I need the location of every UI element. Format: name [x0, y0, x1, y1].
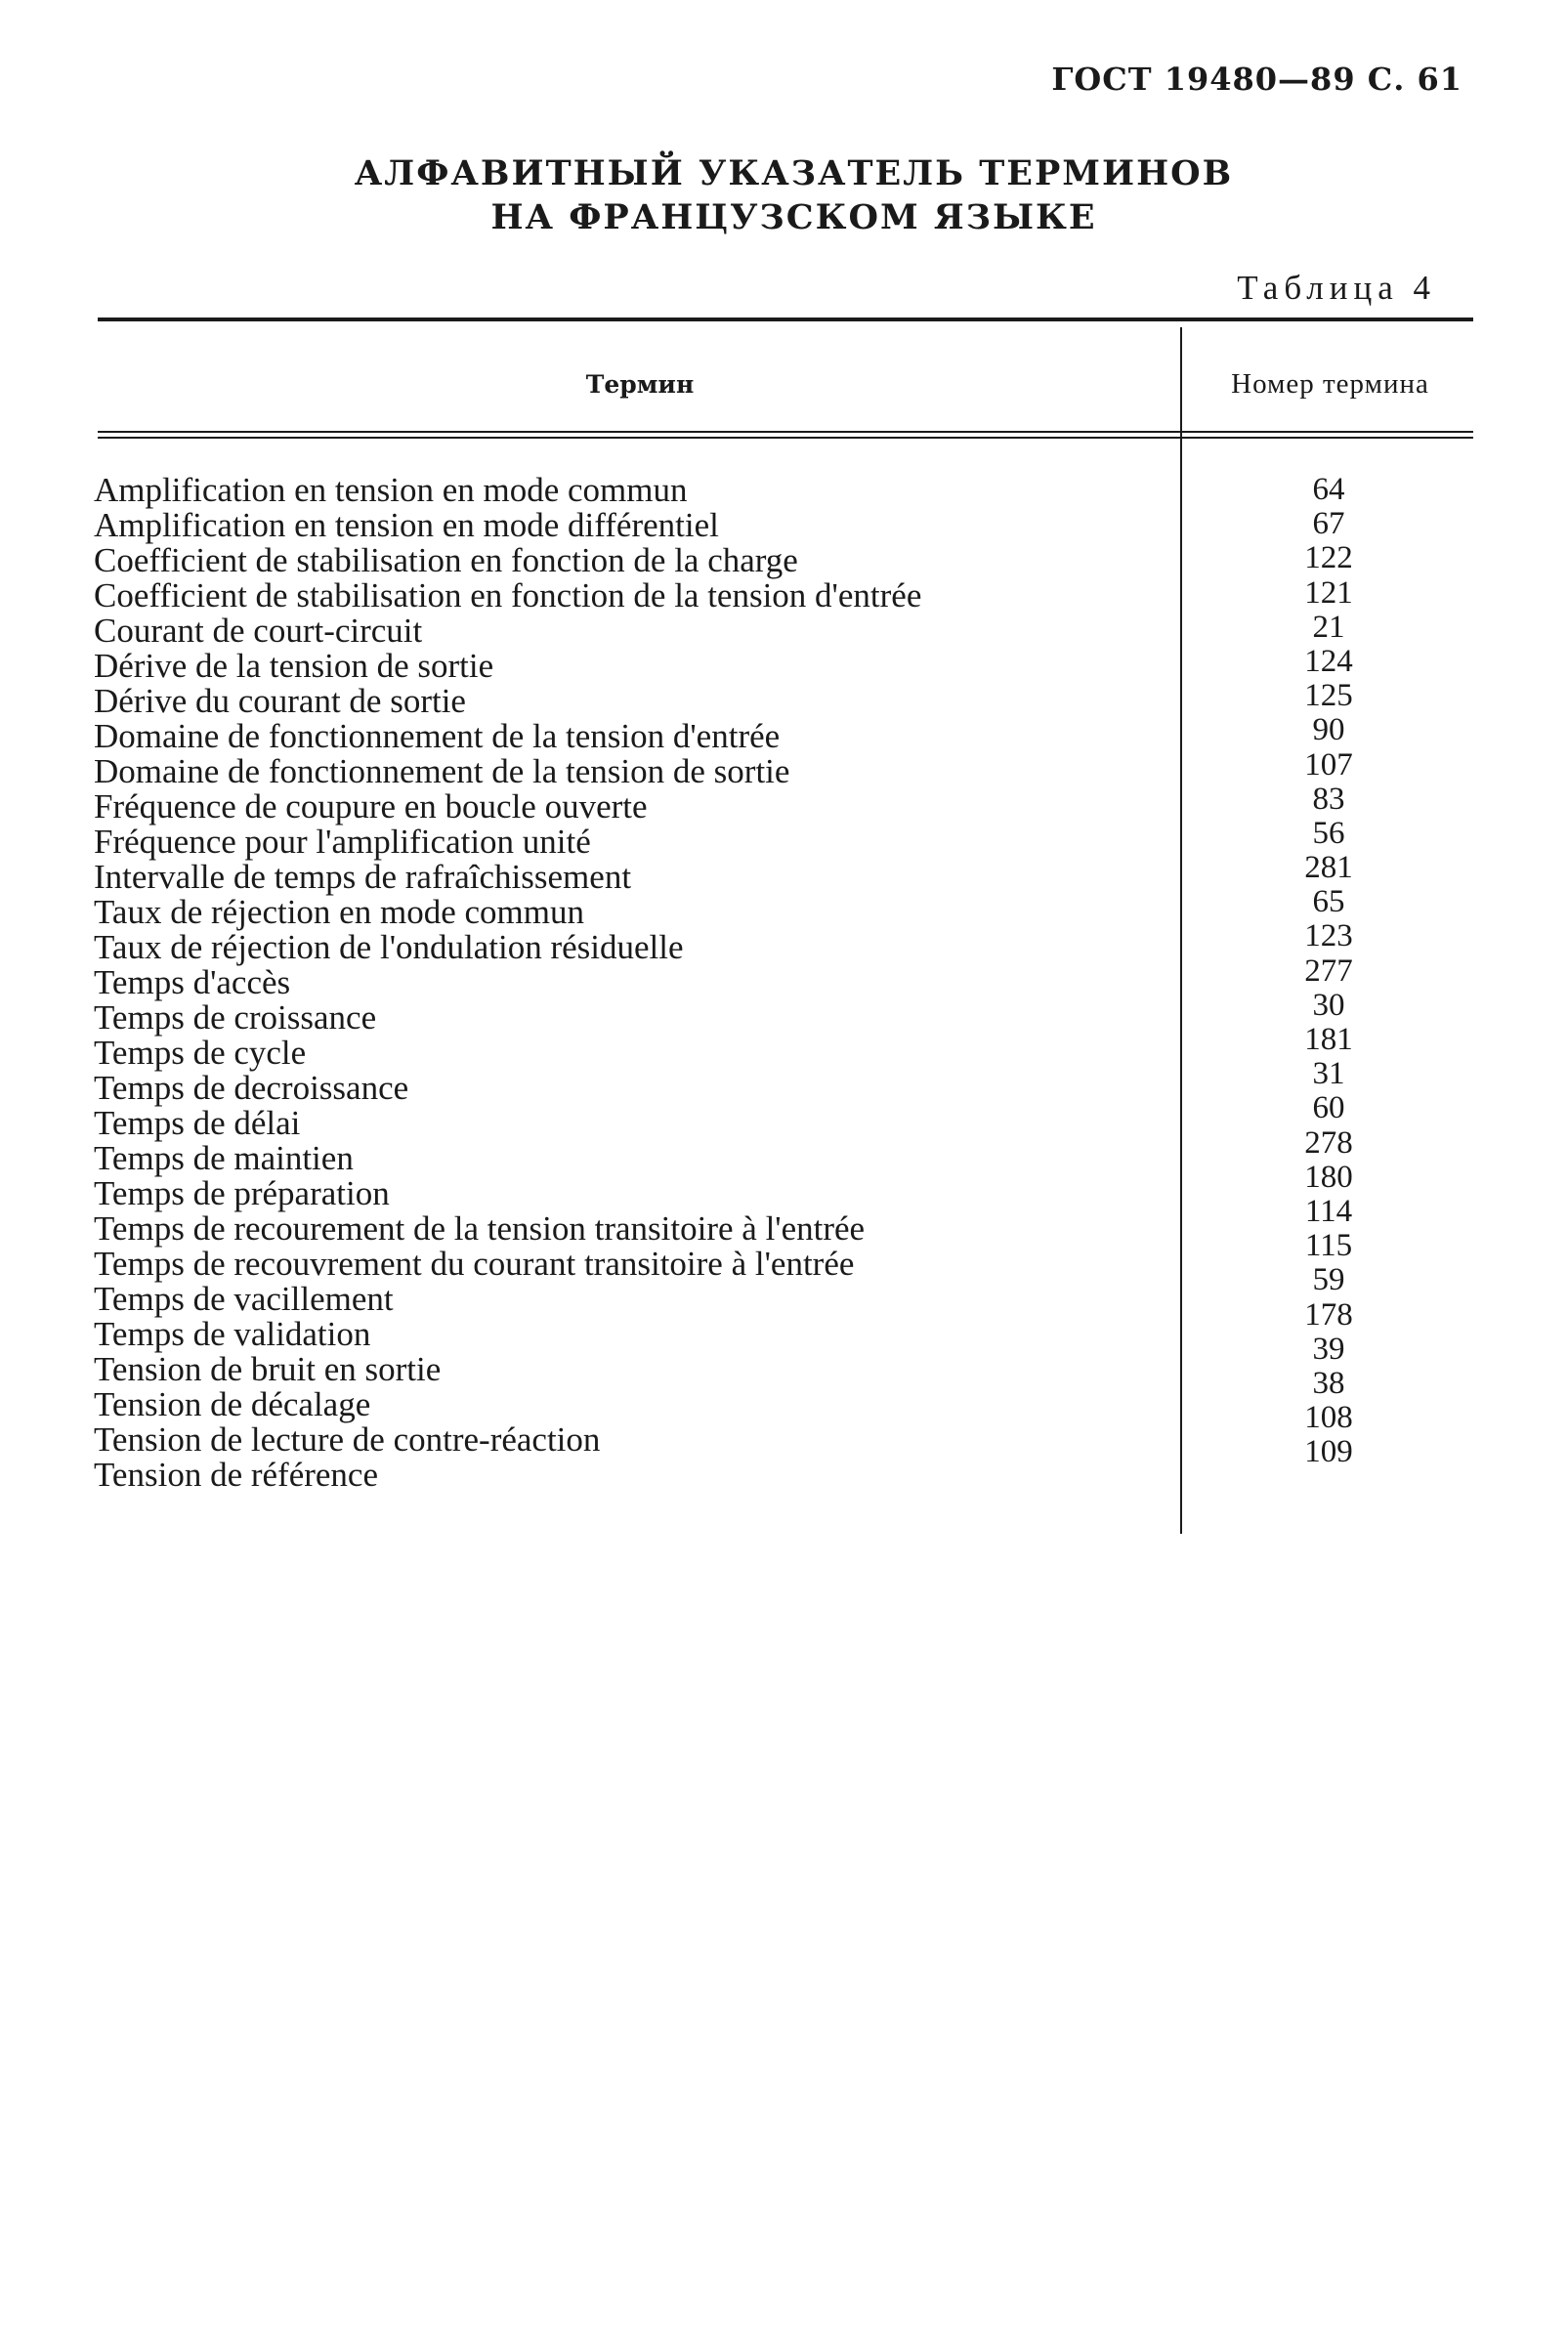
- term-number: 277: [1304, 953, 1353, 989]
- term-number: 64: [1312, 472, 1345, 507]
- term-number: 39: [1312, 1331, 1345, 1367]
- term-number: 109: [1304, 1434, 1353, 1470]
- term-number: 90: [1312, 712, 1345, 748]
- term-entry: Fréquence pour l'amplification unité: [94, 823, 591, 861]
- term-number: 59: [1312, 1262, 1345, 1298]
- term-number: 121: [1304, 574, 1353, 611]
- term-entry: Temps de recouvrement du courant transitoire à l'entrée: [94, 1245, 855, 1283]
- term-number: 30: [1312, 987, 1345, 1023]
- column-header-number: Номер термина: [1231, 368, 1429, 400]
- term-number: 281: [1304, 850, 1353, 886]
- term-entry: Temps de maintien: [94, 1139, 354, 1177]
- term-entry: Temps de préparation: [94, 1174, 390, 1212]
- title-line-1: АЛФАВИТНЫЙ УКАЗАТЕЛЬ ТЕРМИНОВ: [354, 153, 1234, 193]
- term-entry: Taux de réjection de l'ondulation résiduelle: [94, 928, 684, 966]
- term-number: 108: [1304, 1400, 1353, 1436]
- header-rule-lower: [98, 437, 1473, 439]
- term-entry: Fréquence de coupure en boucle ouverte: [94, 787, 648, 826]
- term-entry: Tension de bruit en sortie: [94, 1350, 442, 1388]
- term-number: 181: [1304, 1022, 1353, 1057]
- page-reference: ГОСТ 19480—89 С. 61: [1051, 61, 1462, 98]
- table-header-row: [98, 321, 1473, 431]
- term-entry: Tension de lecture de contre-réaction: [94, 1420, 601, 1459]
- numbers-column: [1260, 473, 1397, 1469]
- term-number: 123: [1304, 918, 1353, 954]
- term-entry: Coefficient de stabilisation en fonction de la tension d'entrée: [94, 576, 922, 614]
- term-number: 56: [1312, 815, 1345, 851]
- column-header-term: Термин: [585, 370, 695, 399]
- term-entry: Temps d'accès: [94, 963, 291, 1001]
- column-divider: [1180, 327, 1182, 1534]
- term-entry: Temps de délai: [94, 1104, 301, 1142]
- term-number: 178: [1304, 1296, 1353, 1333]
- term-entry: Courant de court-circuit: [94, 612, 423, 650]
- term-number: 115: [1304, 1228, 1353, 1264]
- term-entry: Domaine de fonctionnement de la tension d'entrée: [94, 717, 781, 755]
- term-number: 31: [1312, 1056, 1345, 1092]
- term-number: 21: [1312, 609, 1345, 645]
- term-entry: Dérive de la tension de sortie: [94, 647, 494, 685]
- term-entry: Intervalle de temps de rafraîchissement: [94, 858, 632, 896]
- term-entry: Temps de cycle: [94, 1034, 307, 1072]
- term-number: 124: [1304, 643, 1353, 679]
- term-number: 65: [1312, 884, 1345, 920]
- term-entry: Temps de croissance: [94, 998, 377, 1037]
- term-entry: Tension de référence: [94, 1456, 378, 1494]
- header-rule-upper: [98, 431, 1473, 433]
- term-entry: Domaine de fonctionnement de la tension de sortie: [94, 752, 790, 790]
- term-entry: Temps de validation: [94, 1315, 371, 1353]
- term-entry: Temps de recourement de la tension transitoire à l'entrée: [94, 1209, 866, 1248]
- term-entry: Dérive du courant de sortie: [94, 682, 466, 720]
- term-entry: Temps de vacillement: [94, 1280, 394, 1318]
- term-number: 60: [1312, 1090, 1345, 1126]
- terms-column: [94, 473, 1168, 1493]
- term-number: 67: [1312, 506, 1345, 542]
- table-caption: Таблица 4: [1237, 269, 1436, 307]
- title-line-2: НА ФРАНЦУЗСКОМ ЯЗЫКЕ: [490, 197, 1097, 237]
- term-number: 180: [1304, 1159, 1353, 1195]
- document-title: [0, 151, 1568, 239]
- term-number: 122: [1304, 540, 1353, 576]
- term-number: 107: [1304, 746, 1353, 783]
- term-entry: Temps de decroissance: [94, 1069, 409, 1107]
- term-entry: Tension de décalage: [94, 1385, 371, 1423]
- term-number: 125: [1304, 678, 1353, 714]
- term-number: 278: [1304, 1124, 1353, 1161]
- term-number: 83: [1312, 781, 1345, 817]
- term-number: 38: [1312, 1365, 1345, 1401]
- term-entry: Amplification en tension en mode différentiel: [94, 506, 719, 544]
- term-entry: Amplification en tension en mode commun: [94, 471, 688, 509]
- term-entry: Taux de réjection en mode commun: [94, 893, 584, 931]
- term-number: 114: [1304, 1193, 1353, 1229]
- term-entry: Coefficient de stabilisation en fonction de la charge: [94, 541, 798, 579]
